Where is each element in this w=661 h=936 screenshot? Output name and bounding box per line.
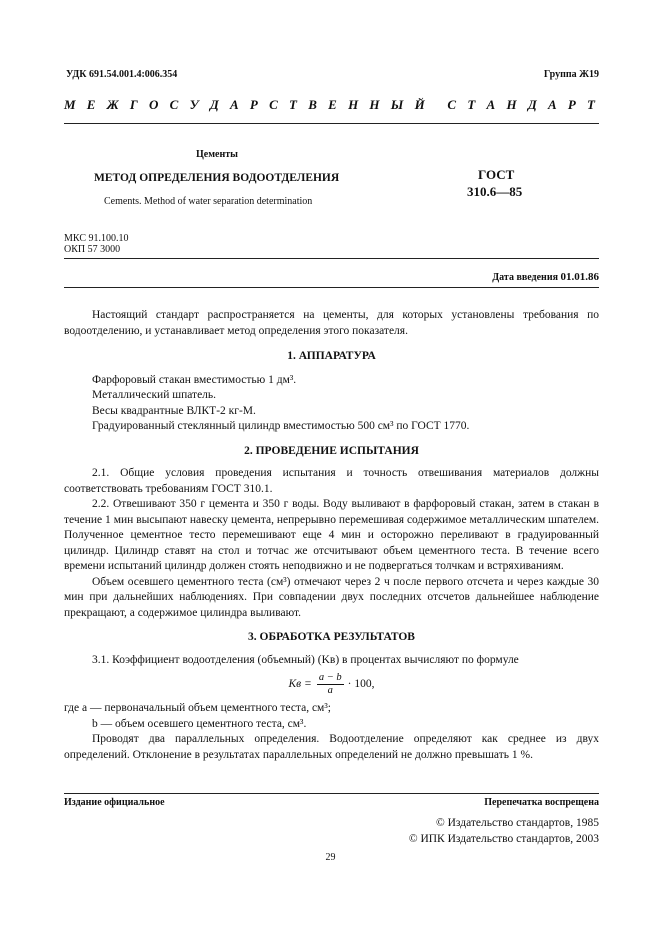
introduction-date bbox=[492, 271, 599, 283]
group-code: Группа Ж19 bbox=[543, 69, 599, 80]
copyright-line: © Издательство стандартов, 1985 bbox=[435, 817, 599, 829]
gost-label: ГОСТ bbox=[478, 167, 515, 182]
page-number: 29 bbox=[325, 852, 336, 863]
official-edition: Издание официальное bbox=[64, 797, 165, 808]
formula-tail: · 100, bbox=[347, 677, 375, 690]
copyright-block bbox=[409, 816, 599, 847]
section2-paragraph: 2.2. Отвешивают 350 г цемента и 350 г воды. Воду выливают в фарфоровый стакан, затем в стакан в течение 1 мин высыпают навеску цемента, непрерывно перемешивая содержимое металлическим шпателем. Полученное цементное тесто перемешивают еще 4 мин и осторожно переливают в градуированный цилиндр. Цилиндр ставят на стол и тотчас же отсчитывают объем цементного теста. В течение всего времени испытаний цилиндр должен стоять неподвижно и не подвергаться толчкам и встряхиваниям. bbox=[64, 498, 599, 572]
formula-numerator: a − b bbox=[318, 672, 342, 683]
section1-heading: 1. АППАРАТУРА bbox=[287, 350, 376, 362]
okp-code: ОКП 57 3000 bbox=[64, 244, 121, 255]
method-title: МЕТОД ОПРЕДЕЛЕНИЯ ВОДООТДЕЛЕНИЯ bbox=[94, 172, 340, 184]
banner-left: М Е Ж Г О С У Д А Р С Т В Е Н Н Ы Й bbox=[64, 97, 429, 112]
section2-paragraph: 2.1. Общие условия проведения испытания и точность отвешивания материалов должны соответствовать требованиям ГОСТ 310.1. bbox=[64, 467, 599, 495]
apparatus-item: Металлический шпатель. bbox=[92, 389, 217, 401]
english-title: Cements. Method of water separation determination bbox=[104, 196, 313, 207]
subject-title: Цементы bbox=[196, 149, 238, 160]
section2-paragraph: Объем осевшего цементного теста (см³) отмечают через 2 ч после первого отсчета и через каждые 30 мин при дальнейших наблюдениях. При совпадении двух последних отсчетов дальнейшее наблюдение прекращают, а содержимое цилиндра выливают. bbox=[64, 575, 599, 619]
copyright-line: © ИПК Издательство стандартов, 2003 bbox=[408, 832, 599, 845]
footer-rule bbox=[64, 793, 599, 794]
gost-number: 310.6—85 bbox=[467, 184, 523, 199]
where-a: где a — первоначальный объем цементного теста, см³; bbox=[64, 702, 331, 714]
reprint-notice: Перепечатка воспрещена bbox=[484, 797, 599, 808]
section3-heading: 3. ОБРАБОТКА РЕЗУЛЬТАТОВ bbox=[248, 631, 415, 643]
date-rule bbox=[64, 287, 599, 288]
formula-lhs: Kв = bbox=[288, 677, 312, 690]
section2-heading: 2. ПРОВЕДЕНИЕ ИСПЫТАНИЯ bbox=[244, 444, 419, 457]
codes-rule bbox=[64, 258, 599, 259]
formula-fraction bbox=[317, 672, 344, 697]
banner-right: С Т А Н Д А Р Т bbox=[447, 97, 599, 112]
formula bbox=[64, 672, 599, 697]
body-content bbox=[64, 308, 599, 763]
where-b: b — объем осевшего цементного теста, см³. bbox=[92, 717, 307, 730]
intro-paragraph: Настоящий стандарт распространяется на цементы, для которых установлены требования по водоотделению, и устанавливает метод определения этого показателя. bbox=[64, 309, 599, 337]
section3-paragraph: Проводят два параллельных определения. Водоотделение определяют как среднее из двух определений. Отклонение в результатах параллельных определений не должно превышать 1 %. bbox=[64, 733, 599, 761]
classification-codes bbox=[64, 233, 128, 255]
apparatus-item: Фарфоровый стакан вместимостью 1 дм³. bbox=[92, 373, 297, 386]
formula-denominator: a bbox=[327, 685, 333, 696]
mks-code: МКС 91.100.10 bbox=[64, 233, 129, 244]
intro-date-value: 01.01.86 bbox=[560, 271, 599, 283]
section3-paragraph: 3.1. Коэффициент водоотделения (объемный) (Kв) в процентах вычисляют по формуле bbox=[92, 653, 519, 666]
apparatus-item: Весы квадрантные ВЛКТ-2 кг-М. bbox=[92, 404, 256, 417]
intro-date-label: Дата введения bbox=[492, 272, 558, 283]
apparatus-item: Градуированный стеклянный цилиндр вместимостью 500 см³ по ГОСТ 1770. bbox=[92, 420, 470, 432]
header-rule bbox=[64, 123, 599, 124]
udk-code: УДК 691.54.001.4:006.354 bbox=[66, 69, 178, 80]
